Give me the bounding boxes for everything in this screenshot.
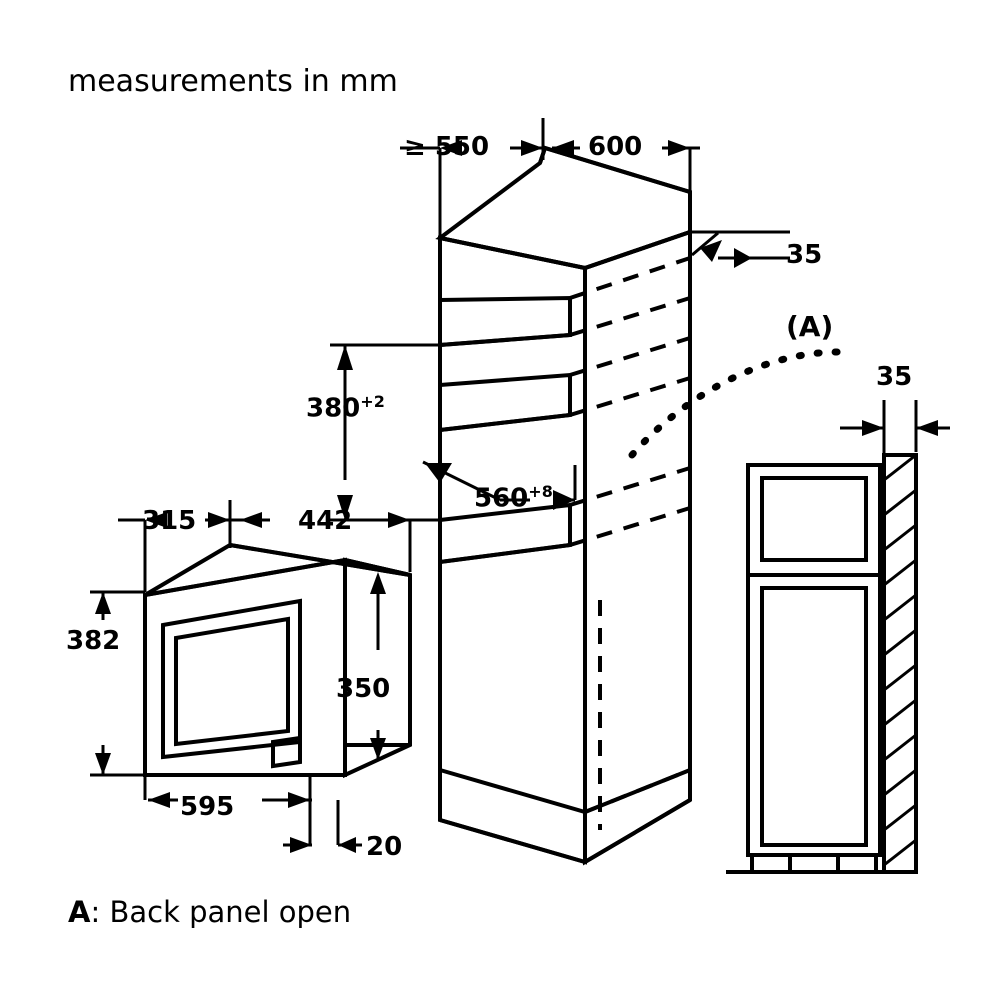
legend-note — [68, 895, 351, 929]
dimension-label-front-overhang: 20 — [366, 832, 403, 862]
legend-text: Back panel open — [109, 895, 352, 929]
callout-back-panel-open: (A) — [786, 310, 834, 343]
dimension-label-appliance-side: 350 — [336, 674, 391, 704]
dimension-label-appliance-width: 595 — [180, 792, 235, 822]
dimension-label-appliance-depth: 315 — [142, 506, 197, 536]
cabinet-shelves — [440, 298, 570, 562]
appliance-unit — [145, 545, 410, 775]
legend-separator: : — [90, 895, 110, 929]
dimension-label-appliance-height: 382 — [66, 626, 121, 656]
dimension-label-niche-width: $560^{+8}$ — [474, 482, 553, 514]
wall-hatching — [884, 455, 916, 865]
dimension-label-depth-min: ≥ 550 — [404, 132, 490, 162]
page-title: measurements in mm — [68, 64, 398, 99]
legend-key: A — [68, 895, 91, 929]
wall-side-view — [726, 455, 916, 872]
dimension-label-offset-right: 35 — [876, 362, 913, 392]
cabinet-hidden-edges — [570, 258, 690, 830]
dimension-label-offset-top: 35 — [786, 240, 823, 270]
dimension-label-niche-height: $380^{+2}$ — [306, 392, 385, 424]
dimension-label-appliance-top: 442 — [298, 506, 353, 536]
callout-leader — [632, 352, 845, 455]
dimension-label-width-niche: 600 — [588, 132, 643, 162]
